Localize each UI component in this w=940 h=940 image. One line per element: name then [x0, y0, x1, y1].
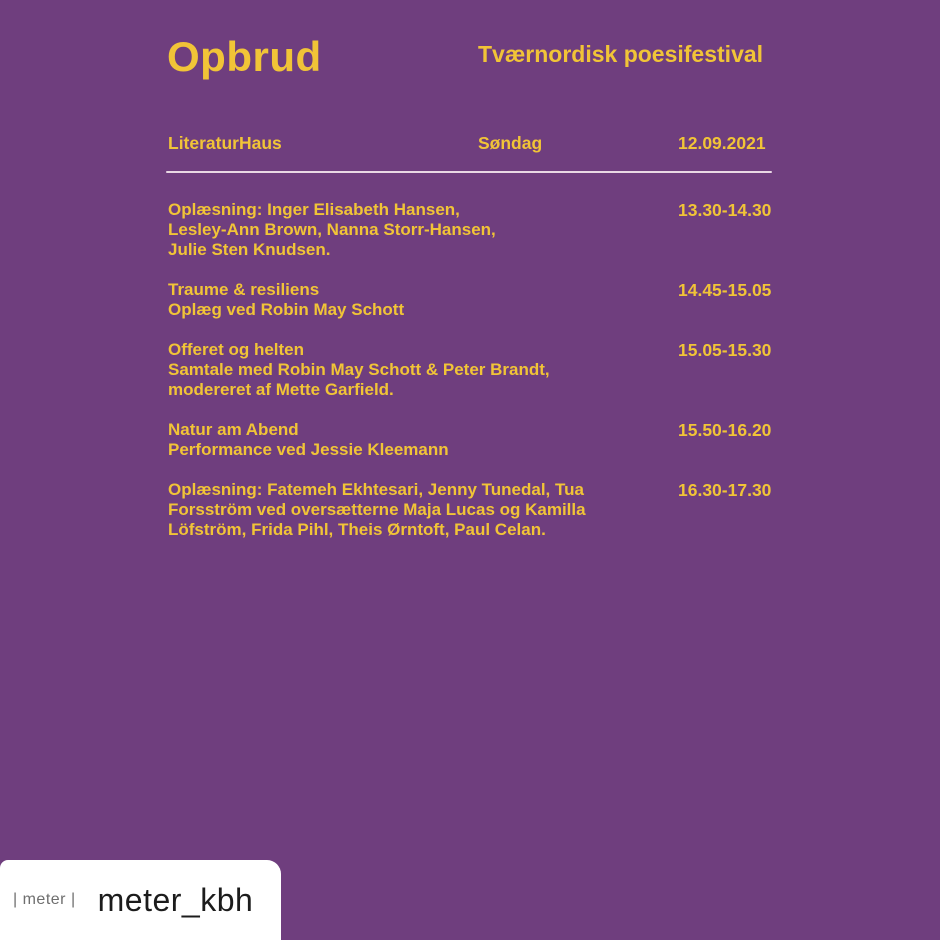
event-description: [168, 200, 678, 260]
event-description: [168, 280, 678, 320]
event-line: Performance ved Jessie Kleemann: [168, 440, 449, 459]
event-line: Traume & resiliens: [168, 280, 320, 299]
venue-label: LiteraturHaus: [168, 133, 282, 153]
event-row: [168, 480, 808, 540]
event-line: Oplæg ved Robin May Schott: [168, 300, 405, 319]
event-time: 15.50-16.20: [678, 420, 772, 440]
meta-row: [168, 133, 772, 154]
event-line: Lesley-Ann Brown, Nanna Storr-Hansen,: [168, 220, 496, 239]
event-time: 16.30-17.30: [678, 480, 772, 500]
event-line: Julie Sten Knudsen.: [168, 240, 331, 259]
event-line: Oplæsning: Inger Elisabeth Hansen,: [168, 200, 460, 219]
event-line: Oplæsning: Fatemeh Ekhtesari, Jenny Tunedal, Tua: [168, 480, 584, 499]
date-label: 12.09.2021: [678, 133, 766, 153]
event-row: [168, 420, 808, 460]
event-description: [168, 480, 678, 540]
day-label: Søndag: [478, 133, 543, 153]
poster-title: Opbrud: [167, 33, 322, 80]
event-time: 13.30-14.30: [678, 200, 772, 220]
event-line: modereret af Mette Garfield.: [168, 380, 394, 399]
event-line: Natur am Abend: [168, 420, 299, 439]
repost-attribution-badge: [0, 860, 281, 940]
event-row: [168, 200, 808, 260]
instagram-handle: meter_kbh: [97, 881, 254, 918]
event-line: Löfström, Frida Pihl, Theis Ørntoft, Paul Celan.: [168, 520, 546, 539]
event-line: Forsström ved oversætterne Maja Lucas og Kamilla: [168, 500, 586, 519]
event-row: [168, 340, 808, 400]
event-schedule: [168, 200, 808, 560]
event-description: [168, 420, 678, 460]
event-description: [168, 340, 678, 400]
event-time: 15.05-15.30: [678, 340, 772, 360]
poster-subtitle: Tværnordisk poesifestival: [478, 41, 764, 67]
event-line: Samtale med Robin May Schott & Peter Brandt,: [168, 360, 550, 379]
divider-line: [166, 171, 772, 173]
event-time: 14.45-15.05: [678, 280, 772, 300]
event-line: Offeret og helten: [168, 340, 305, 359]
meter-logo: | meter |: [13, 891, 76, 908]
event-row: [168, 280, 808, 320]
